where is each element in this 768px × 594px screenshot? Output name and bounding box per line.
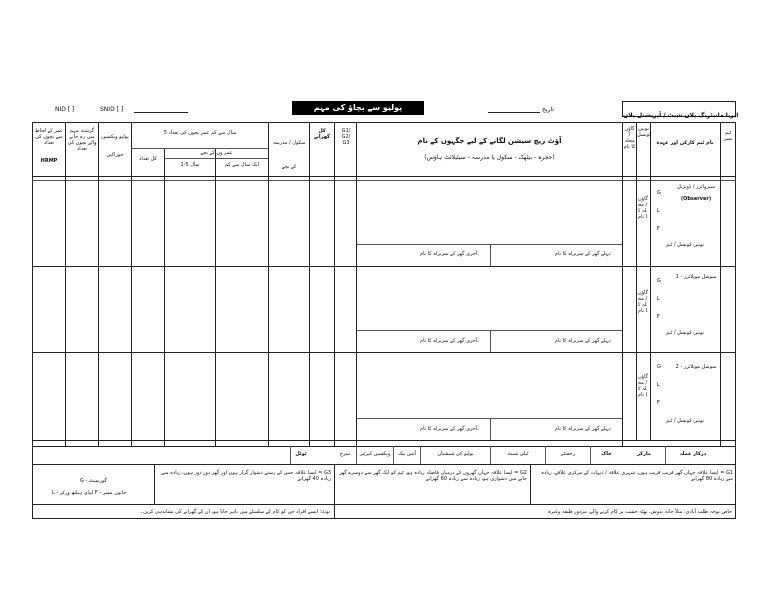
header-under5: 5 سال سے کم عمر بچوں کی تعداد: [163, 130, 237, 136]
row2-first-house: پہلے گھر کے سربراہ کا نام:: [555, 338, 612, 344]
col-line-8: [334, 122, 335, 446]
row3-last-house: آخری گھر کے سربراہ کا نام:: [420, 426, 479, 432]
row1-last-house: آخری گھر کے سربراہ کا نام:: [420, 251, 479, 257]
footer-marker: مارکر: [637, 451, 651, 457]
header-school: سکول / مدرسہ: [272, 140, 306, 146]
col-line-6: [268, 122, 269, 446]
campaign-title: پولیو سے بچاؤ کی مہم: [292, 101, 424, 115]
header-polio-vaccine-sub: خوراکیں: [106, 152, 124, 158]
notes-col-2: [334, 464, 335, 519]
under5-rule: [131, 148, 268, 149]
row2-g: G: [657, 278, 661, 284]
header-sick-children: گزشتہ مہم میں رہ جانے والے بچوں کی تعداد: [67, 128, 97, 152]
row3-l: L: [657, 382, 660, 388]
header-total: کل تعداد: [139, 156, 157, 162]
date-blank-line: [488, 112, 540, 113]
row3-first-house: پہلے گھر کے سربراہ کا نام:: [555, 426, 612, 432]
notes-col-1: [154, 464, 155, 504]
footer-ice: آئس پیک: [397, 451, 417, 457]
row2-role: سوشل موبلائزر - 1: [675, 274, 717, 280]
header-g-code: G1/G2/G3: [341, 128, 351, 146]
row1-first-house: پہلے گھر کے سربراہ کا نام:: [555, 251, 612, 257]
col-line-3: [131, 122, 132, 446]
notes-bottom: [32, 504, 736, 505]
note-legend-g: G - گورنمنٹ: [80, 478, 107, 484]
row1-side: گاؤں / محلہ کا نام: [638, 196, 648, 220]
header-houses: کل گھرانے: [314, 128, 330, 140]
snid-label: SNID [ ]: [100, 106, 124, 113]
footer-bag: ویکسین کیرئیر: [359, 451, 391, 457]
row2-ref: یونین کونسل / ٹیم: [666, 330, 704, 336]
header-polio-vaccine: پولیو ویکسین: [101, 134, 129, 140]
header-bottom-rule: [32, 176, 736, 177]
footer-row-bottom: [32, 464, 736, 465]
footer-red: سرخ: [339, 451, 351, 457]
note-g2: G2 = ایسا علاقہ جہاں گھروں کے درمیان فاصلہ زیادہ ہو، ٹیم کو ایک گھر سے دوسرے گھر جانے میں دشواری ہو، زیادہ سے زیادہ 60 گھرانے: [339, 470, 527, 482]
footer-chalk: چاک: [601, 451, 612, 457]
nid-blank-line: [134, 112, 188, 113]
col-line-2: [98, 122, 99, 446]
row1-role-sub: (Observer): [680, 196, 712, 202]
row3-g: G: [657, 364, 661, 370]
row2-last-house: آخری گھر کے سربراہ کا نام:: [420, 338, 479, 344]
col-line-11: [636, 122, 637, 440]
row1-split-v: [490, 244, 491, 266]
header-age-1-5: 1-5 سال: [180, 162, 200, 168]
under5-sub-rule: [164, 158, 268, 159]
header-area-names-sub: (حجرہ - بیٹھک - سکول یا مدرسہ - سیٹیلائٹ ہاؤس): [424, 154, 555, 161]
col-line-12: [650, 122, 651, 440]
row-separator-2: [32, 352, 736, 353]
note-g1: G1 = ایسا علاقہ جہاں گھر قریب قریب ہوں، شہری علاقہ / دیہات کے مرکزی علاقے، زیادہ سے زیادہ 80 گھرانے: [541, 470, 733, 482]
header-missed-children: عمر کے لحاظ سے بچوں کی تعداد: [34, 128, 64, 146]
header-under5-sub: عمر وں کے بچے: [200, 150, 233, 156]
row1-role: سپروائزر / ڈویژنل: [677, 184, 715, 190]
footer-row-top: [32, 446, 736, 447]
header-union-council: یونین کونسل: [637, 126, 652, 138]
col-line-5: [215, 148, 216, 446]
footer-workers: درکار عملہ: [679, 451, 707, 457]
form-title-text: ایریا مانیٹرنگ پلان شیٹ / آپریشنل پلان: [623, 112, 739, 119]
row3-f: F: [657, 400, 660, 406]
col-line-13: [720, 122, 721, 446]
row2-split-v: [490, 330, 491, 352]
row1-f: F: [657, 226, 660, 232]
row1-g: G: [657, 190, 661, 196]
header-village-name: گاؤں / محلہ کا نام: [623, 126, 636, 150]
row3-ref: یونین کونسل / ٹیم: [666, 418, 704, 424]
note-bottom-left: خاص توجہ طلب آبادی: مثلاً خانہ بدوش، بھٹہ خشت پر کام کرنے والے، مزدور طبقہ وغیرہ: [547, 509, 732, 515]
header-team-no: ٹیم نمبر: [723, 130, 733, 142]
header-sub-rule: [32, 180, 736, 181]
header-area-names: آؤٹ ریچ سیشن لگانے کے لیے جگہوں کے نام: [417, 137, 562, 145]
col-line-4: [164, 148, 165, 446]
col-line-9: [356, 122, 357, 446]
footer-register: رجسٹر: [560, 451, 576, 457]
row3-split-v: [490, 418, 491, 440]
col-line-10: [622, 122, 623, 446]
row-separator-1: [32, 266, 736, 267]
note-legend-lf: L - لیڈی ہیلتھ ورکر F - خاتون ممبر: [52, 490, 127, 496]
row3-role: سوشل موبلائزر - 2: [675, 364, 717, 370]
note-g3: G3 = ایسا علاقہ جس کے رستے دشوار گزار ہوں اور گھر دور دور ہوں، زیادہ سے زیادہ 40 گھرانے: [161, 470, 331, 482]
row1-ref: یونین کونسل / ٹیم: [666, 242, 704, 248]
row3-side: گاؤں / محلہ کا نام: [638, 374, 648, 398]
row1-l: L: [657, 208, 660, 214]
row2-l: L: [657, 296, 660, 302]
note-bottom-right: نوٹ: ایسے افراد جن کو کام کے سلسلے میں باہر جانا ہو، ان کے گھرانے کی نشاندہی کریں۔: [140, 509, 330, 515]
header-under1: ایک سال سے کم: [224, 162, 260, 168]
row2-side: گاؤں / محلہ کا نام: [638, 290, 648, 314]
row2-f: F: [657, 314, 660, 320]
col-line-7: [309, 122, 310, 446]
date-label: تاریخ: [542, 106, 554, 113]
footer-total: ٹوٹل: [295, 451, 307, 457]
header-hrmp: HRMP: [40, 158, 58, 164]
header-team-member: نام ٹیم کارکن اور عہدہ: [656, 140, 714, 146]
footer-vaccine: پولیو کی شیشیاں: [437, 451, 474, 457]
col-line-1: [65, 122, 66, 446]
notes-col-3: [530, 464, 531, 504]
header-school-sub: کے بچے: [281, 164, 297, 170]
nid-label: NID [ ]: [55, 106, 75, 113]
main-table: [32, 122, 736, 519]
footer-tally: ٹیلی شیٹ: [507, 451, 529, 457]
form-title: [622, 101, 739, 119]
row-separator-3: [32, 440, 736, 441]
